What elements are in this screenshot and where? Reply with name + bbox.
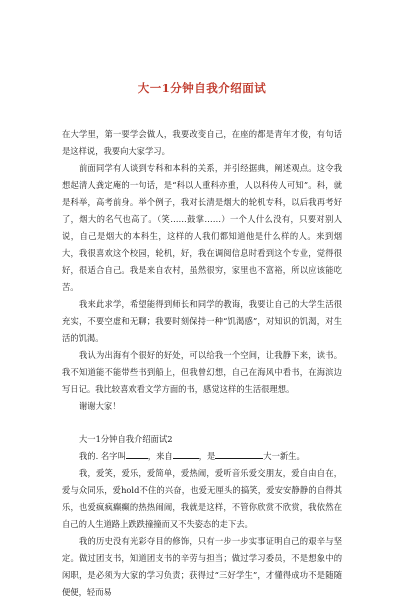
paragraph-study-goals: 我来此求学，希望能得到师长和同学的教诲，我要让自己的大学生活很充实，不要空虚和无聊；我要时刻保持一种“饥渴感”，对知识的饥渴，对生活的饥渴。 bbox=[62, 299, 342, 343]
name-blank bbox=[126, 448, 148, 459]
intro-is-label: ，是 bbox=[198, 451, 216, 461]
hometown-blank bbox=[173, 448, 199, 459]
paragraph-intro: 在大学里，第一要学会做人，我要改变自己，在座的都是青年才俊，有句话是这样说，我要向大家学习。 bbox=[62, 129, 342, 156]
intro-freshman-label: 大一新生。 bbox=[263, 451, 305, 461]
section-2-title: 大一1分钟自我介绍面试2 bbox=[79, 434, 173, 444]
paragraph-sea-reading: 我认为出海有个很好的好处，可以给我一个空间，让我静下来，读书。我不知道能不能带些书到船上，但我曾幻想，自己在海风中看书，在海滨边写日记。我比较喜欢看文学方面的书，感觉这样的生活很理想。 bbox=[62, 350, 342, 394]
paragraph-history: 我的历史没有光彩夺目的修饰，只有一步一步实事证明自己的艰辛与坚定。做过团支书，知道团支书的辛劳与担当；做过学习委员，不是想象中的闲职，是必须为大家的学习负责；获得过“三好学生”，才懂得成功不是随随便便，轻而易 bbox=[62, 536, 342, 597]
document-title: 大一1分钟自我介绍面试 bbox=[137, 81, 267, 95]
paragraph-major: 前面同学有人谈到专科和本科的关系，并引经据典，阐述观点。这令我想起清人龚定庵的一句话，是“科以人重科亦重，人以科传人可知”。科，就是科举，高考前身。举个例子，我对长清是烟大的轮机专科，以后我再考好了，烟大的名气也高了。（笑……鼓掌……）一个人什么没有，只要对别人说，自己是烟大的本科生，这样的人我们都知道他是什么样的人。来到烟大，我很喜欢这个校园，轮机，好，我在调阅信息时看到这个专业，觉得很好，很适合自己。我是来自农村，虽然很穷，家里也不富裕，所以应该能吃苦。 bbox=[62, 163, 342, 292]
department-blank bbox=[215, 448, 263, 459]
intro-line bbox=[62, 448, 342, 465]
paragraph-thanks: 谢谢大家！ bbox=[79, 401, 121, 411]
paragraph-personality: 我，爱笑，爱乐，爱简单，爱热闹，爱听音乐爱交朋友，爱自由自在，爱与众同乐，爱hold不住的兴奋，也爱无厘头的搞笑，爱安安静静的自得其乐，也爱疯疯癫癫的热热闹闹，我就是这样，不管你欣赏不欣赏，我依然在自己的人生道路上跌跌撞撞而又不失姿态的走下去。 bbox=[62, 468, 342, 529]
intro-name-label: 我的. 名字叫 bbox=[79, 451, 126, 461]
intro-from-label: ，来自 bbox=[147, 451, 173, 461]
